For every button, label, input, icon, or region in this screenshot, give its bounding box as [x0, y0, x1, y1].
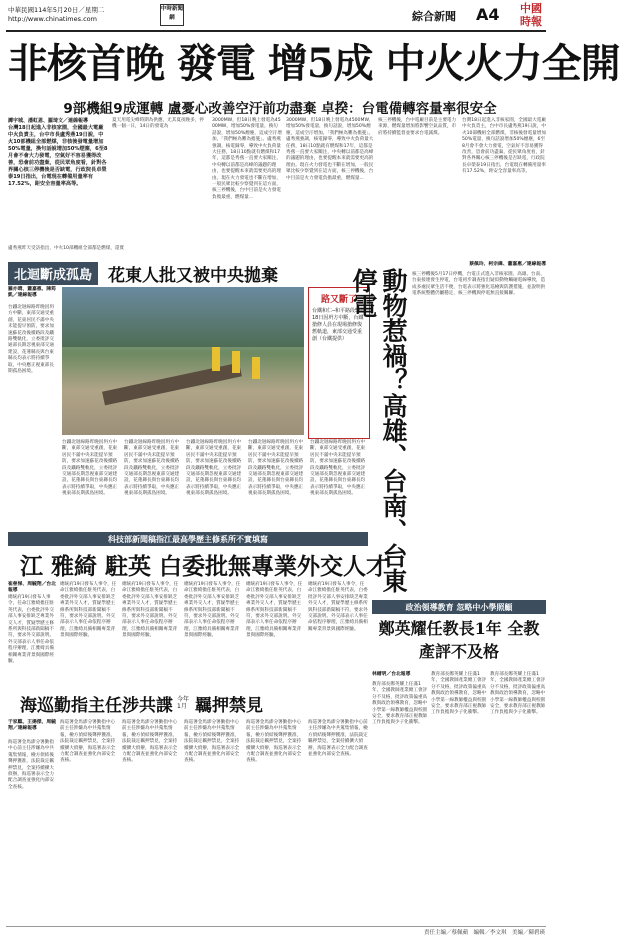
lead-subheadline: 9部機組9成運轉 盧憂心改善空汙前功盡棄 卓揆：台電備轉容量率很安全	[63, 101, 497, 117]
story4-col4: 海巡署金馬澎分署勤指中心前主任涉嫌為中共蒐集情報，檢方偵結後聲押獲准，法院裁定羈押禁見，全案持續擴大偵辦，海巡署表示全力配合調查並強化內部安全查核。	[184, 720, 240, 764]
story2-byline-block	[8, 287, 56, 300]
worker-figure	[212, 347, 220, 371]
lead-headline: 非核首晚 發電 增5成 中火火力全開	[8, 40, 620, 87]
story3-col2: 總統府19日發布人事令，任命江雅綺擔任駐英代表，白委批評外交部人事安排缺乏專業外交人才，質疑學歷主修系所與科技部新聞稿不符，要求外交部說明。外交部表示人事任命依程序辦理，江雅綺具備相關專業背景與國際經驗。	[60, 582, 117, 639]
story2-col4: 台鐵北迴線路昨晚因坍方中斷，東部交通受重創，花東居民不滿中央未能提早預防，要求加速蘇花改後續路段及鐵路雙軌化，立委批評交通部長期忽視東部交通建設，花蓮縣長與台東縣長均表示將持續爭取，中央應正視東部長期孤島困境。	[186, 440, 242, 497]
chinatimes-news-logo: 中時新聞網	[160, 4, 184, 26]
lead-col6: 台灣18日起進入非核家園，全國最大電廠中火負責主，台中市長盧秀燕19日說，中火10部機組全部燃煤，非核後發電量增加50%電量，換句話說增加50%煙塵，6至8月會不會大力發電，空氣好不容易獲得改善，恐會前功盡棄，從民眾角度看，針對各界關心核三停機後是否缺電，行政院長卓榮泰19日指出，台電現在轉備用量率有17.52%，距安全容量率高等。	[462, 118, 546, 175]
story4-col1: 海巡署金馬澎分署勤指中心前主任涉嫌為中共蒐集情報，檢方偵結後聲押獲准，法院裁定羈押禁見，全案持續擴大偵辦，海巡署表示全力配合調查並強化內部安全查核。	[8, 740, 54, 790]
lead-col2: 夏天用電尖峰時期為供應，尤其夏夜晚多，停機一個一日，14日的發電為	[112, 118, 204, 130]
lead-byline: 譚宇城、潘虹恩、羅琦文／連線報導	[8, 118, 89, 124]
footer-rule	[6, 926, 546, 927]
footer-credits: 責任主編／蔡佩蘋 編輯／李文琪 美編／陳碧瑛	[423, 930, 545, 936]
story3-col3: 總統府19日發布人事令，任命江雅綺擔任駐英代表，白委批評外交部人事安排缺乏專業外交人才，質疑學歷主修系所與科技部新聞稿不符，要求外交部說明。外交部表示人事任命依程序辦理，江雅綺具備相關專業背景與國際經驗。	[122, 582, 179, 639]
story6-col1: 教育部長鄭英耀上任滿1年，全國教師產業總工會評分不及格，批評政策偏重高教與政治領導教育，忽略中小學第一線教師權益與校園安全，要求教育部正視教師工作負擔與少子化衝擊。	[372, 682, 428, 726]
story6-col2: 教育部長鄭英耀上任滿1年，全國教師產業總工會評分不及格，批評政策偏重高教與政治領導教育，忽略中小學第一線教師權益與校園安全，要求教育部正視教師工作負擔與少子化衝擊。	[431, 672, 487, 716]
story4-header	[20, 690, 365, 716]
story6-headline: 鄭英耀任教長1年 全教產評不及格	[378, 619, 540, 661]
story3-kicker: 科技部新聞稿指江最高學歷主修系所不實填寫	[8, 532, 368, 546]
story2-col2: 台鐵北迴線路昨晚因坍方中斷，東部交通受重創，花東居民不滿中央未能提早預防，要求加速蘇花改後續路段及鐵路雙軌化，立委批評交通部長期忽視東部交通建設，花蓮縣長與台東縣長均表示將持續爭取，中央應正視東部長期孤島困境。	[62, 440, 118, 497]
photo-caption: 台鐵和仁─和平路段5月18日因坍方中斷，台鐵搶修人員在現場搶修復舊軌道，東部交通受重創（台鐵提供）	[312, 308, 364, 342]
story4-headline2: 羈押禁見	[195, 695, 263, 716]
masthead	[0, 0, 553, 38]
story6-kicker: 政治領導教育 忽略中小學照顧	[372, 600, 546, 614]
story4-col2: 海巡署金馬澎分署勤指中心前主任涉嫌為中共蒐集情報，檢方偵結後聲押獲准，法院裁定羈押禁見，全案持續擴大偵辦，海巡署表示全力配合調查並強化內部安全查核。	[60, 720, 116, 764]
page-number: A4	[476, 5, 500, 24]
story3-col1: 總統府19日發布人事令，任命江雅綺擔任駐英代表，白委批評外交部人事安排缺乏專業外交人才，質疑學歷主修系所與科技部新聞稿不符，要求外交部說明。外交部表示人事任命依程序辦理，江雅綺具備相關專業背景與國際經驗。	[8, 595, 54, 665]
china-times-logo: 中國時報	[520, 2, 542, 28]
mountain-background	[62, 287, 304, 347]
story4-headline: 海巡勤指主任涉共諜	[20, 695, 173, 716]
story2-col6: 台鐵北迴線路昨晚因坍方中斷，東部交通受重創，花東居民不滿中央未能提早預防，要求加速蘇花改後續路段及鐵路雙軌化，立委批評交通部長期忽視東部交通建設，花蓮縣長與台東縣長均表示將持續爭取，中央應正視東部長期孤島困境。	[310, 440, 366, 497]
story4-col3: 海巡署金馬澎分署勤指中心前主任涉嫌為中共蒐集情報，檢方偵結後聲押獲准，法院裁定羈押禁見，全案持續擴大偵辦，海巡署表示全力配合調查並強化內部安全查核。	[122, 720, 178, 764]
story3-headline: 江 雅綺 駐英 白委批無專業外交人才	[20, 553, 390, 580]
story4-col5: 海巡署金馬澎分署勤指中心前主任涉嫌為中共蒐集情報，檢方偵結後聲押獲准，法院裁定羈押禁見，全案持續擴大偵辦，海巡署表示全力配合調查並強化內部安全查核。	[246, 720, 302, 764]
railway-track	[102, 363, 242, 406]
lead-col1	[8, 118, 108, 250]
story2-tag: 北迴斷成孤島	[8, 262, 98, 285]
photo-caption-title: 路又斷了	[320, 295, 357, 305]
date: 中華民國114年5月20日／星期二	[8, 6, 105, 14]
story2-headline: 花東人批又被中央拋棄	[108, 265, 279, 286]
story5-byline: 蔡佩玲、柯宗緯、蕭嘉惠／連線報導	[469, 262, 546, 267]
worker-figure	[252, 357, 260, 379]
story4-suffix: 今年1月	[177, 696, 190, 710]
story4-col6: 海巡署金馬澎分署勤指中心前主任涉嫌為中共蒐集情報，檢方偵結後聲押獲准，法院裁定羈押禁見，全案持續擴大偵辦，海巡署表示全力配合調查並強化內部安全查核。	[308, 720, 368, 758]
worker-figure	[232, 351, 240, 373]
header-rule	[6, 30, 546, 32]
story2-col1: 台鐵北迴線路昨晚因坍方中斷，東部交通受重創，花東居民不滿中央未能提早預防，要求加速蘇花改後續路段及鐵路雙軌化，立委批評交通部長期忽視東部交通建設，花蓮縣長與台東縣長均表示將持續爭取，中央應正視東部長期孤島困境。	[8, 305, 54, 375]
story5-body: 核三停機後5月17日停機，台電正式進入非核家園，高雄、台南、台東接連發生停電，台電初步調查指出疑似動物觸碰電線導致，造成多處民眾生活不便，台電表示將強化巡檢與防護措施，並說明供電系統整體仍屬穩定，核三停機與停電無直接關聯。	[412, 272, 546, 297]
story3-col5: 總統府19日發布人事令，任命江雅綺擔任駐英代表，白委批評外交部人事安排缺乏專業外交人才，質疑學歷主修系所與科技部新聞稿不符，要求外交部說明。外交部表示人事任命依程序辦理，江雅綺具備相關專業背景與國際經驗。	[246, 582, 303, 639]
story2-header	[8, 262, 368, 284]
lead-col5: 核三停機後，台中電廠目前是主要電力來源，燃煤量增加將影響空氣品質，市府將持續監督並要求台電減煤。	[378, 118, 457, 136]
story3-col4: 總統府19日發布人事令，任命江雅綺擔任駐英代表，白委批評外交部人事安排缺乏專業外交人才，質疑學歷主修系所與科技部新聞稿不符，要求外交部說明。外交部表示人事任命依程序辦理，江雅綺具備相關專業背景與國際經驗。	[184, 582, 241, 639]
story3-byline: 崔慈悌、周毓翔／台北報導	[8, 582, 56, 594]
lead-col4: 3000MW，但18日晚上發電為4500MW，增加50%發電量，換句話說，增加50%煙塵，這成空汙增加，「我們極為難為擔憂」。盧秀燕強調，核電歸零，導致中火負荷量大任務，18日10點就有燃煤和17年，這都是秀燕一直要大家關注，中央轉以前都是高峰的議題的理由，也要提醒本來就需要更高的理由。現在火力發電也不斷在增加，一般民眾比較少察覺到在這方面，核三停機後，台中目前是火力發電負擔最重，燃煤量...	[286, 118, 374, 181]
website-url: http://www.chinatimes.com	[8, 15, 97, 23]
story5-vertical-title: 動物惹禍？高雄、台南、台東停電	[349, 268, 408, 593]
train-crash-photo	[62, 287, 304, 435]
lead-intro: 台灣18日起進入非核家園，全國最大電廠中火負責主，台中市長盧秀燕19日說，中火10部機組全部燃煤，非核後發電量增加50%電量，換句話說增加50%煙塵，6至8月會不會大力發電，空氣好不容易獲得改善，恐會前功盡棄，從民眾角度看，針對各界關心核三停機後是否缺電，行政院長卓榮泰19日指出，台電現在轉備用量率有17.52%，距安全容量率高等。	[8, 125, 108, 187]
story6-byline: 林縉明／台北報導	[372, 672, 411, 677]
lead-col3: 3000MW，但18日晚上發電為4500MW，增加50%發電量，換句話說，增加50%煙塵，這成空汙增加，「我們極為難為擔憂」。盧秀燕強調，核電歸零，導致中火負荷量大任務，18日10點就有燃煤和17年，這都是秀燕一直要大家關注，中央轉以前都是高峰的議題的理由，也要提醒本來就需要更高的理由。現在火力發電也不斷在增加，一般民眾比較少察覺到在這方面，核三停機後，台中目前是火力發電負擔最重，燃煤量...	[212, 118, 282, 200]
story3-col6: 總統府19日發布人事令，任命江雅綺擔任駐英代表，白委批評外交部人事安排缺乏專業外交人才，質疑學歷主修系所與科技部新聞稿不符，要求外交部說明。外交部表示人事任命依程序辦理，江雅綺具備相關專業背景與國際經驗。	[308, 582, 368, 632]
story2-col5: 台鐵北迴線路昨晚因坍方中斷，東部交通受重創，花東居民不滿中央未能提早預防，要求加速蘇花改後續路段及鐵路雙軌化，立委批評交通部長期忽視東部交通建設，花蓮縣長與台東縣長均表示將持續爭取，中央應正視東部長期孤島困境。	[248, 440, 304, 497]
story2-byline: 羅亦晴、蕭嘉惠、陳筠凱／連線報導	[8, 287, 56, 299]
story6-col3: 教育部長鄭英耀上任滿1年，全國教師產業總工會評分不及格，批評政策偏重高教與政治領導教育，忽略中小學第一線教師權益與校園安全，要求教育部正視教師工作負擔與少子化衝擊。	[490, 672, 546, 716]
story4-byline: 于家麒、王揚傑、周毓翔／連線報導	[8, 720, 56, 732]
lead-col1b: 盧秀燕昨天受訪指出，中火10部機組全部都是燃煤，還實	[8, 246, 125, 251]
story2-col3: 台鐵北迴線路昨晚因坍方中斷，東部交通受重創，花東居民不滿中央未能提早預防，要求加速蘇花改後續路段及鐵路雙軌化，立委批評交通部長期忽視東部交通建設，花蓮縣長與台東縣長均表示將持續爭取，中央應正視東部長期孤島困境。	[124, 440, 180, 497]
section-name: 綜合新聞	[412, 10, 456, 23]
